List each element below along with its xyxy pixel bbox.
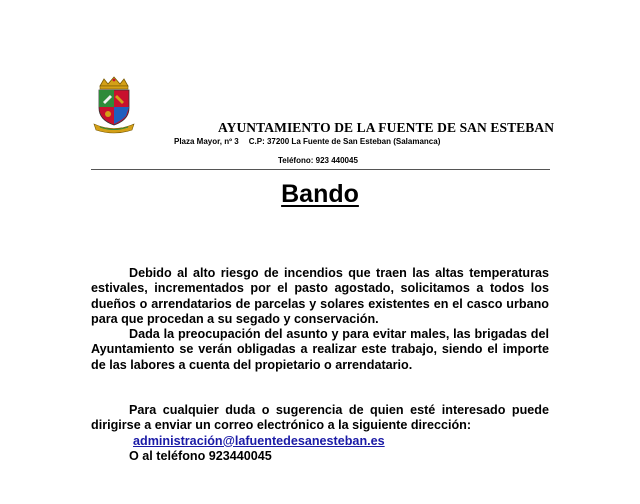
document-body: [91, 266, 549, 464]
municipal-crest-icon: [88, 76, 140, 134]
header-divider: [91, 169, 550, 170]
address-line: [174, 137, 440, 146]
paragraph-brigades: Dada la preocupación del asunto y para evitar males, las brigadas del Ayuntamiento se verán obligadas a realizar este trabajo, siendo el importe de las labores a cuenta del propietario o arrendatario.: [91, 327, 549, 372]
paragraph-fire-risk: Debido al alto riesgo de incendios que traen las altas temperaturas estivales, incrementados por el pasto agostado, solicitamos a todos los dueños o arrendatarios de parcelas y solares existentes en el casco urbano para que procedan a su segado y conservación.: [91, 266, 549, 326]
paragraph-spacer: [91, 373, 549, 403]
address-street: Plaza Mayor, nº 3: [174, 137, 239, 146]
address-postal: C.P: 37200 La Fuente de San Esteban (Salamanca): [248, 137, 441, 146]
organization-name: AYUNTAMIENTO DE LA FUENTE DE SAN ESTEBAN: [218, 120, 555, 135]
header-phone: Teléfono: 923 440045: [278, 156, 358, 165]
paragraph-contact: Para cualquier duda o sugerencia de quien esté interesado puede dirigirse a enviar un correo electrónico a la siguiente dirección:: [91, 403, 549, 433]
document-title: [0, 180, 640, 209]
email-link[interactable]: administración@lafuentedesanesteban.es: [133, 433, 385, 448]
contact-phone: O al teléfono 923440045: [129, 448, 272, 463]
document-title-text: Bando: [281, 180, 359, 208]
